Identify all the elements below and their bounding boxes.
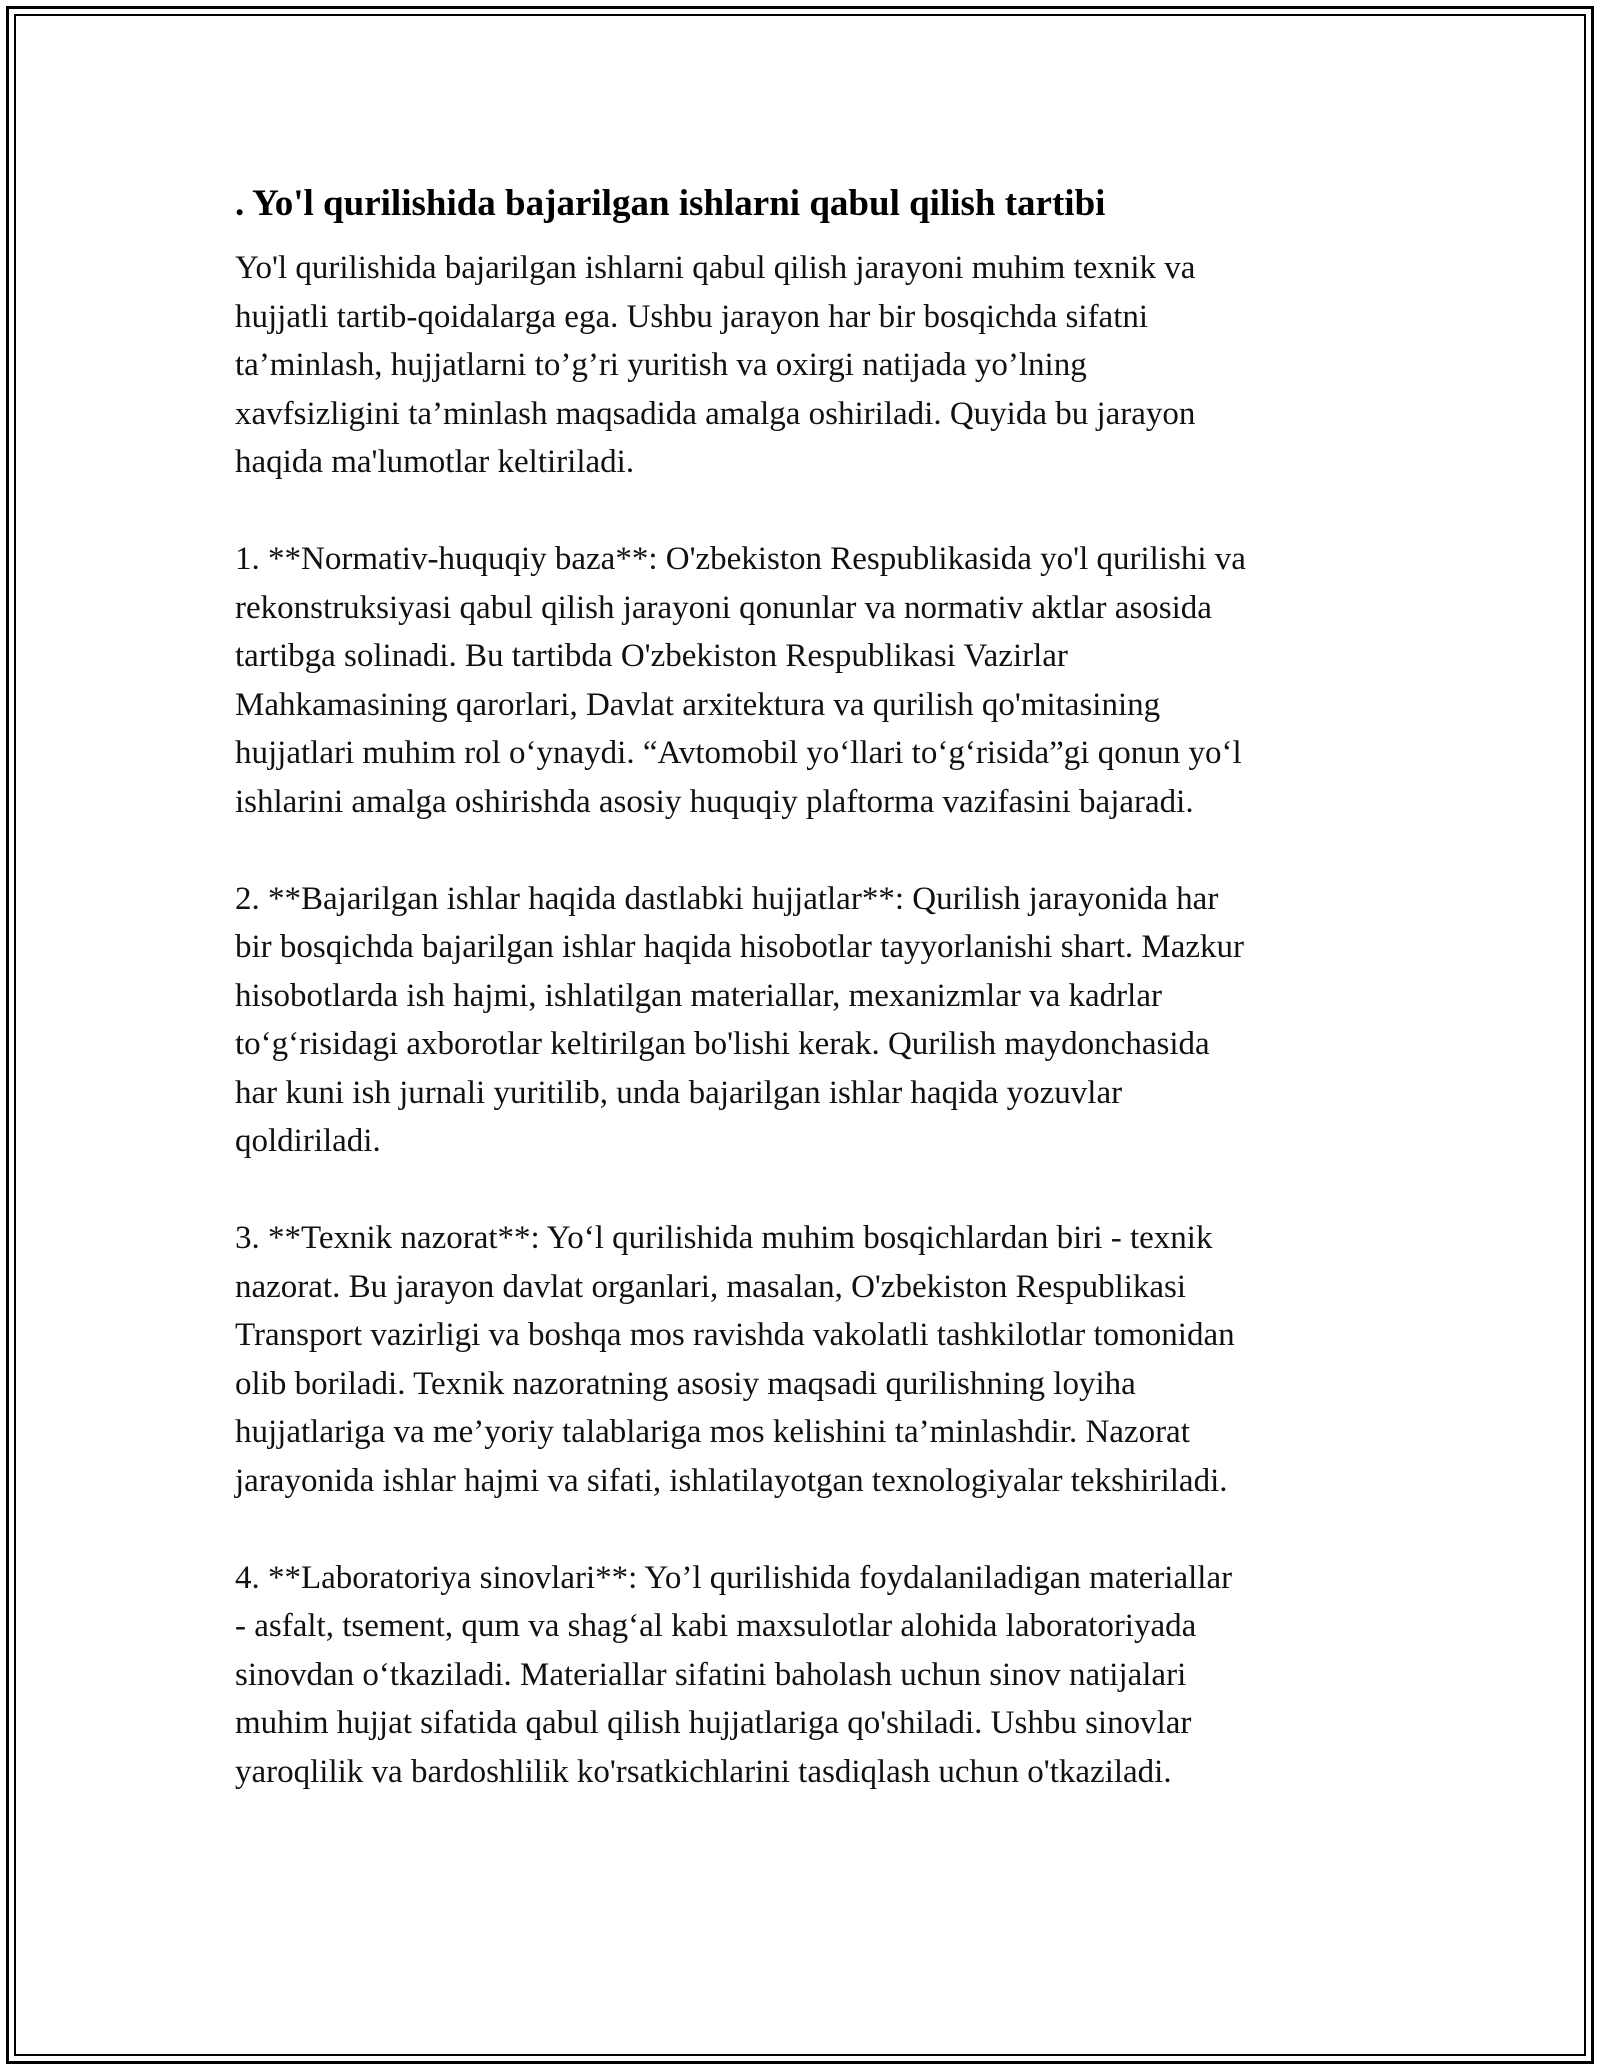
paragraph-laboratory-tests: 4. **Laboratoriya sinovlari**: Yo’l qurilishida foydalaniladigan materiallar - asfalt, tsement, qum va shag‘al kabi maxsulotlar alohida laboratoriyada sinovdan o‘tkaziladi. Materiallar sifatini baholash uchun sinov natijalari muhim hujjat sifatida qabul qilish hujjatlariga qo'shiladi. Ushbu sinovlar yaroqlilik va bardoshlilik ko'rsatkichlarini tasdiqlash uchun o'tkaziladi. (235, 1559, 1233, 1790)
paragraph-technical-supervision: 3. **Texnik nazorat**: Yo‘l qurilishida muhim bosqichlardan biri - texnik nazorat. Bu jarayon davlat organlari, masalan, O'zbekiston Respublikasi Transport vazirligi va boshqa mos ravishda vakolatli tashkilotlar tomonidan olib boriladi. Texnik nazoratning asosiy maqsadi qurilishning loyiha hujjatlariga va me’yoriy talablariga mos kelishini ta’minlashdir. Nazorat jarayonida ishlar hajmi va sifati, ishlatilayotgan texnologiyalar tekshiriladi. (235, 1220, 1235, 1499)
paragraph-preliminary-documents: 2. **Bajarilgan ishlar haqida dastlabki hujjatlar**: Qurilish jarayonida har bir bosqichda bajarilgan ishlar haqida hisobotlar tayyorlanishi shart. Mazkur hisobotlarda ish hajmi, ishlatilgan materiallar, mexanizmlar va kadrlar to‘g‘risidagi axborotlar keltirilgan bo'lishi kerak. Qurilish maydonchasida har kuni ish jurnali yuritilib, unda bajarilgan ishlar haqida yozuvlar qoldiriladi. (235, 880, 1244, 1159)
intro-paragraph: Yo'l qurilishida bajarilgan ishlarni qabul qilish jarayoni muhim texnik va hujjatli tartib-qoidalarga ega. Ushbu jarayon har bir bosqichda sifatni ta’minlash, hujjatlarni to’g’ri yuritish va oxirgi natijada yo’lning xavfsizligini ta’minlash maqsadida amalga oshiriladi. Quyida bu jarayon haqida ma'lumotlar keltiriladi. (235, 250, 1196, 480)
paragraph-normative-legal-basis: 1. **Normativ-huquqiy baza**: O'zbekiston Respublikasida yo'l qurilishi va rekonstruksiyasi qabul qilish jarayoni qonunlar va normativ aktlar asosida tartibga solinadi. Bu tartibda O'zbekiston Respublikasi Vazirlar Mahkamasining qarorlari, Davlat arxitektura va qurilish qo'mitasining hujjatlari muhim rol o‘ynaydi. “Avtomobil yo‘llari to‘g‘risida”gi qonun yo‘l ishlarini amalga oshirishda asosiy huquqiy plaftorma vazifasini bajaradi. (235, 541, 1246, 820)
document-title: . Yo'l qurilishida bajarilgan ishlarni qabul qilish tartibi (235, 183, 1106, 224)
document-body (235, 180, 1365, 1845)
